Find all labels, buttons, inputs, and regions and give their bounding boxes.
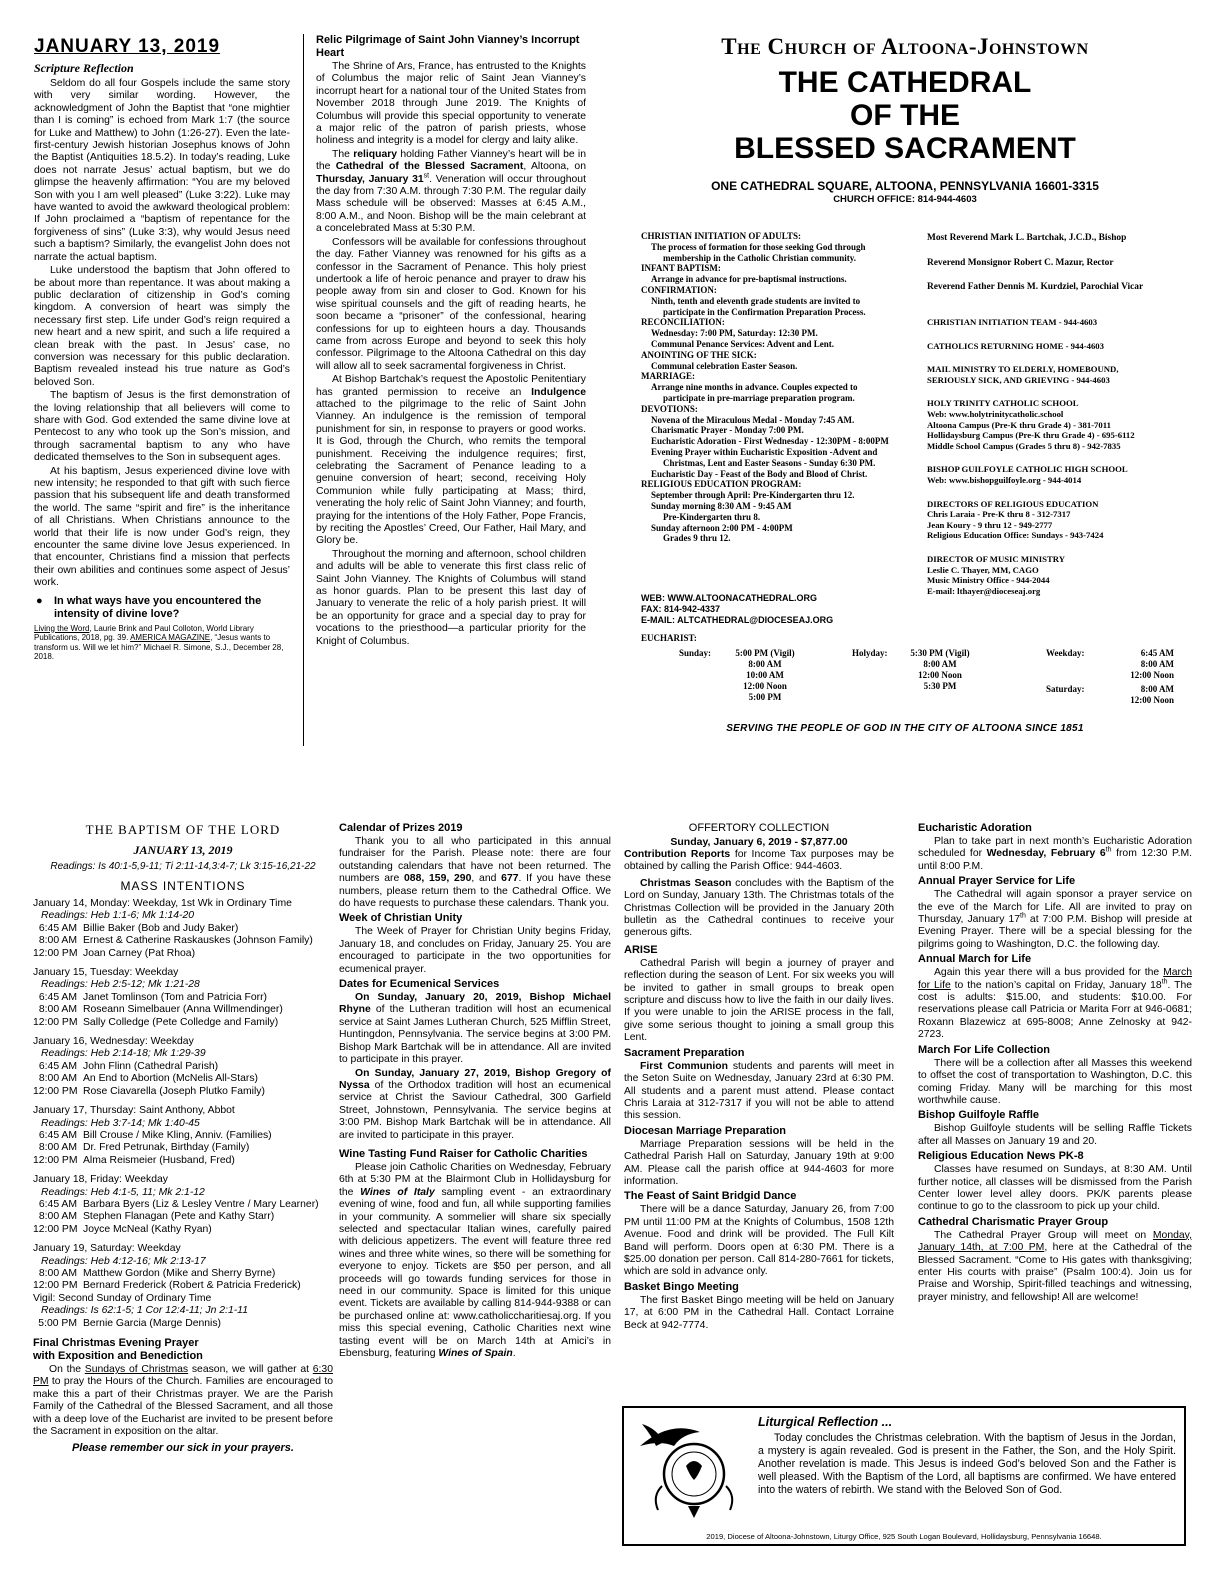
mass-intention: Stephen Flanagan (Pete and Kathy Starr) [83, 1211, 275, 1223]
liturgical-title: Liturgical Reflection ... [758, 1415, 893, 1429]
paragraph: There will be a collection after all Masses this weekend to offset the cost of transportation to Washington, D.C. this coming Friday. Many will be marching for this most worthwhile cause. [918, 1057, 1192, 1106]
paragraph: Christmas Season concludes with the Baptism of the Lord on Sunday, January 13th. The Christmas totals of the Christmas Collection will be provided in the January 20th bulletin as the Cathedral continues to receive your generous gifts. [624, 877, 894, 939]
directory-item: Evening Prayer within Eucharistic Exposition -Advent and [651, 446, 878, 457]
basket-bingo-title: Basket Bingo Meeting [624, 1280, 739, 1293]
mass-time: 8:00 AM [38, 1004, 77, 1016]
ministry-detail: Middle School Campus (Grades 5 thru 8) - 942-7835 [927, 440, 1121, 451]
paragraph: On Sunday, January 20, 2019, Bishop Michael Rhyne of the Lutheran tradition will host an ecumenical service at Saint James Lutheran Church, 525 Mifflin Street, Huntingdon, Pennsylvania. The service begins at 3:00 PM. Bishop Mark Bartchak will be in attendance. All are invited to participate in this prayer. [339, 992, 611, 1066]
holyday-label: Holyday: [852, 648, 888, 658]
directory-item: participate in the Confirmation Preparation Process. [663, 306, 866, 317]
paragraph: The Cathedral Prayer Group will meet on Monday, January 14th, at 7:00 PM, here at the Cathedral of the Blessed Sacrament. “Come to His gates with thanksgiving; enter His courts with praise” (Psalm 100:4). Join us for Praise and Worship, Spirit-filled teachings and witnessing, prayer ministry, and fellowship! All are welcome! [918, 1229, 1192, 1303]
ministry-title: DIRECTORS OF RELIGIOUS EDUCATION [927, 498, 1099, 509]
parish-news-column [339, 822, 611, 1544]
paragraph: Confessors will be available for confessions throughout the day. Father Vianney was renowned for his gifts as a confessor in the Sacrament of Penance. This holy priest undertook a life of heroic penance and prayer to draw his people away from sin and closer to God. Known for his wise spiritual counsels and the gift of reading hearts, he soon became a “prisoner” of the confessional, hearing confessions for up to eighteen hours a day. Thousands came from across Europe and beyond to seek this holy confessor. Pilgrimage to the Altoona Cathedral on this day will allow all to seek sacramental forgiveness in Christ. [316, 236, 586, 372]
mass-time: 8:00 AM [923, 659, 957, 669]
mass-intention-row [33, 1142, 333, 1154]
ministry-title: DIRECTOR OF MUSIC MINISTRY [927, 553, 1065, 564]
sacraments-directory [641, 231, 917, 581]
mass-intention: Janet Tomlinson (Tom and Patricia Forr) [83, 991, 268, 1003]
mass-intention: Ernest & Catherine Raskauskes (Johnson Family) [83, 935, 313, 947]
adoration-title: Eucharistic Adoration [918, 822, 1032, 834]
paragraph: Cathedral Parish will begin a journey of prayer and reflection during the season of Lent. For six weeks you will be invited to gather in small groups to break open scripture and discuss how to live the faith in our daily lives. If you were unable to join the ARISE process in the fall, give some serious thought to joining a small group this Lent. [624, 957, 894, 1044]
staff-rector: Reverend Monsignor Robert C. Mazur, Rector [927, 257, 1114, 268]
directory-item: Sunday morning 8:30 AM - 9:45 AM [651, 500, 792, 511]
mass-intention: Billie Baker (Bob and Judy Baker) [83, 922, 239, 934]
paragraph: First Communion students and parents will meet in the Seton Suite on Wednesday, January 23rd at 6:30 PM. All students and a parent must attend. Please contact Chris Laraia at 312-7317 if you will not be able to attend this session. [624, 1060, 894, 1122]
paragraph: On Sunday, January 27, 2019, Bishop Gregory of Nyssa of the Orthodox tradition will host an ecumenical service at Christ the Saviour Cathedral, 300 Garfield Street, Johnstown, Pennsylvania. The service begins at 3:00 PM. Bishop Mark Bartchak will be in attendance. All are invited to participate in this prayer. [339, 1067, 611, 1141]
raffle-title: Bishop Guilfoyle Raffle [918, 1109, 1040, 1122]
directory-item: Communal celebration Easter Season. [651, 360, 798, 371]
arise-title: ARISE [624, 943, 658, 956]
paragraph: Contribution Reports for Income Tax purposes may be obtained by calling the Parish Office: 944-4603. [624, 849, 894, 873]
mass-time: 6:45 AM [1140, 648, 1174, 658]
issue-date: JANUARY 13, 2019 [34, 36, 221, 57]
paragraph: There will be a dance Saturday, January 26, from 7:00 PM until 11:00 PM at the Knights of Columbus, 1508 12th Avenue. Food and drink will be provided. The Full Kilt Band will perform. Doors open at 6:30 PM. There is a $25.00 donation per person. Call 814-280-7661 for tickets, which are sold in advance only. [624, 1204, 894, 1278]
mass-intention-row [33, 1268, 333, 1280]
mass-intention-row [33, 1318, 333, 1330]
paragraph: Please join Catholic Charities on Wednesday, February 6th at 5:30 PM at the Blairmont Club in Hollidaysburg for the Wines of Italy sampling event - an extraordinary evening of wine, food and fun, all while supporting families in your community. A sommelier will share six specially selected and spectacular Italian wines, carefully paired with delicious appetizers. The event will feature three red wines and three white wines, so there will be something for everyone to enjoy. Tickets are $50 per person, and all proceeds will go towards funding services for those in need in our community. Space is limited for this unique event. Tickets are available by calling 814-944-9388 or can be purchased online at: www.catholiccharitiesaj.org. If you miss this special evening, Catholic Charities next wine tasting event will be on March 14th at Amici’s in Ebensburg, featuring Wines of Spain. [339, 1161, 611, 1360]
mass-time: 5:00 PM [38, 1317, 77, 1329]
mass-time: 6:45 AM [38, 1060, 77, 1072]
directory-heading: RELIGIOUS EDUCATION PROGRAM: [641, 479, 802, 490]
ministry-group [927, 317, 1197, 328]
sunday-label: Sunday: [679, 648, 712, 658]
ministries-list [927, 317, 1197, 637]
offertory-title: OFFERTORY COLLECTION [688, 822, 830, 834]
mass-intention: Bernie Garcia (Marge Dennis) [83, 1317, 222, 1329]
religious-ed-title: Religious Education News PK-8 [918, 1150, 1084, 1163]
directory-item: Pre-Kindergarten thru 8. [663, 511, 761, 522]
ministry-detail: SERIOUSLY SICK, AND GRIEVING - 944-4603 [927, 374, 1110, 385]
mass-intention-row [33, 1086, 333, 1098]
mass-intentions-title: MASS INTENTIONS [120, 879, 246, 893]
fax-number: FAX: 814-942-4337 [641, 604, 721, 614]
ministry-title: BISHOP GUILFOYLE CATHOLIC HIGH SCHOOL [927, 464, 1128, 475]
paragraph: The reliquary holding Father Vianney’s heart will be in the Cathedral of the Blessed Sacrament, Altoona, on Thursday, January 31st. Veneration will occur throughout the day from 7:30 A.M. through 7:30 P.M. The regular daily Mass schedule will be observed: Masses at 6:45 A.M., 8:00 A.M., and Noon. Bishop will be the main celebrant at a concelebrated Mass at 5:30 P.M. [316, 148, 586, 235]
mass-day-title: January 16, Wednesday: Weekday [33, 1036, 194, 1048]
ministry-detail: Web: www.bishopguilfoyle.org - 944-4014 [927, 474, 1082, 485]
ministry-group [927, 464, 1197, 485]
mass-day-readings: Readings: Heb 3:7-14; Mk 1:40-45 [41, 1117, 200, 1129]
mass-time: 12:00 PM [33, 1085, 78, 1097]
ministry-group [927, 341, 1197, 352]
mass-intention: Rose Ciavarella (Joseph Plutko Family) [83, 1085, 265, 1097]
mass-time: 6:45 AM [38, 922, 77, 934]
mass-time: 6:45 AM [38, 991, 77, 1003]
ministry-detail: Altoona Campus (Pre-K thru Grade 4) - 381-7011 [927, 419, 1111, 430]
final-prayer-title: Final Christmas Evening Prayer with Exposition and Benediction [33, 1337, 203, 1362]
mass-intention-row [33, 923, 333, 935]
serving-tagline: SERVING THE PEOPLE OF GOD IN THE CITY OF ALTOONA SINCE 1851 [726, 723, 1084, 734]
weekday-label: Weekday: [1046, 648, 1085, 658]
paragraph: The baptism of Jesus is the first demonstration of the loving relationship that all believers will come to share with God. God extended the same divine love at Pentecost to any who took up the Son’s mission, and through sacramental baptism to any who have dedicated themselves to the Son in subsequent ages. [34, 390, 290, 464]
march-collection-title: March For Life Collection [918, 1043, 1051, 1056]
mass-time: 12:00 PM [33, 1154, 78, 1166]
section-title: Scripture Reflection [34, 61, 134, 75]
mass-day-title: January 15, Tuesday: Weekday [33, 967, 179, 979]
mass-time: 12:00 PM [33, 1016, 78, 1028]
mass-intention: Alma Reismeier (Husband, Fred) [83, 1154, 235, 1166]
mass-intention: Joan Carney (Pat Rhoa) [83, 947, 196, 959]
ministry-title: CATHOLICS RETURNING HOME - 944-4603 [927, 340, 1104, 351]
paragraph: The first Basket Bingo meeting will be held on January 17, at 6:00 PM in the Cathedral Hall. Contact Lorraine Beck at 942-7774. [624, 1294, 894, 1331]
directory-heading: RECONCILIATION: [641, 317, 725, 328]
saturday-label: Saturday: [1046, 684, 1085, 694]
holyday-times [895, 648, 985, 692]
relic-column [316, 34, 586, 746]
ministry-detail: Leslie C. Thayer, MM, CAGO [927, 564, 1039, 575]
directory-heading: MARRIAGE: [641, 371, 695, 382]
cathedral-name-2: OF THE [850, 99, 960, 132]
cathedral-name-1: THE CATHEDRAL [778, 66, 1032, 99]
vigil-readings: Readings: Is 62:1-5; 1 Cor 12:4-11; Jn 2:1-11 [41, 1305, 248, 1317]
ministry-detail: Hollidaysburg Campus (Pre-K thru Grade 4) - 695-6112 [927, 430, 1135, 441]
mass-time: 12:00 Noon [918, 670, 962, 680]
directory-item: Arrange in advance for pre-baptismal instructions. [651, 274, 847, 285]
announcements-column [624, 822, 894, 1402]
wine-tasting-title: Wine Tasting Fund Raiser for Catholic Charities [339, 1147, 588, 1160]
eucharist-label: EUCHARIST: [641, 633, 697, 643]
paragraph: Marriage Preparation sessions will be held in the Cathedral Parish Hall on Saturday, January 19th at 9:00 AM. Please call the parish office at 944-4603 for more information. [624, 1138, 894, 1187]
address: ONE CATHEDRAL SQUARE, ALTOONA, PENNSYLVANIA 16601-3315 [711, 179, 1099, 193]
mass-intention: An End to Abortion (McNelis All-Stars) [83, 1073, 258, 1085]
mass-intention-row [33, 1130, 333, 1142]
ministry-title: HOLY TRINITY CATHOLIC SCHOOL [927, 398, 1079, 409]
mass-intention-row [33, 1224, 333, 1236]
mass-intention-row [33, 948, 333, 960]
directory-item: Ninth, tenth and eleventh grade students are invited to [651, 295, 861, 306]
directory-item: Grades 9 thru 12. [663, 533, 731, 544]
directory-heading: ANOINTING OF THE SICK: [641, 349, 757, 360]
mass-time: 12:00 PM [33, 1223, 78, 1235]
scripture-column [34, 36, 290, 742]
mass-day-title: January 17, Thursday: Saint Anthony, Abbot [33, 1105, 235, 1117]
paragraph: The Week of Prayer for Christian Unity begins Friday, January 18, and concludes on Friday, January 25. You are encouraged to participate in the two opportunities for ecumenical prayer. [339, 926, 611, 975]
ministry-detail: Jean Koury - 9 thru 12 - 949-2777 [927, 519, 1053, 530]
events-column [918, 822, 1192, 1402]
contact-info [641, 593, 917, 626]
paragraph: At Bishop Bartchak’s request the Apostolic Penitentiary has granted permission to receive an Indulgence attached to the pilgrimage to the relic of Saint John Vianney. An indulgence is the remission of temporal punishment for sin, in response to prayers or good works. It is God, through the Church, who remits the temporal punishment. Receiving the indulgence requires; first, celebrating the Sacrament of Penance leading to a genuine conversion of heart; second, receiving Holy Communion while fully participating at Mass; third, venerating the holy relic of Saint John Vianney; and fourth, praying for the intentions of the Holy Father, Pope Francis, by reciting the Apostles’ Creed, Our Father, Hail Mary, and Glory be. [316, 374, 586, 547]
mass-time: 8:00 AM [38, 1073, 77, 1085]
mass-intention-row [33, 1155, 333, 1167]
marriage-prep-title: Diocesan Marriage Preparation [624, 1124, 787, 1137]
directory-heading: CONFIRMATION: [641, 284, 717, 295]
prayer-for-life-title: Annual Prayer Service for Life [918, 875, 1076, 888]
mass-list [33, 898, 333, 1330]
mass-time: 12:00 PM [33, 947, 78, 959]
paragraph: Bishop Guilfoyle students will be selling Raffle Tickets after all Masses on January 19 and 20. [918, 1123, 1192, 1147]
mass-time: 8:00 AM [748, 659, 782, 669]
mass-intention-row [33, 1004, 333, 1016]
clergy-staff [927, 233, 1197, 294]
directory-item: Wednesday: 7:00 PM, Saturday: 12:30 PM. [651, 328, 818, 339]
mass-intention: Matthew Gordon (Mike and Sherry Byrne) [83, 1267, 276, 1279]
ministry-group [927, 554, 1197, 596]
mass-time: 6:45 AM [38, 1198, 77, 1210]
mass-day [33, 1105, 333, 1167]
directory-item: Novena of the Miraculous Medal - Monday 7:45 AM. [651, 414, 855, 425]
mass-day-readings: Readings: Heb 1:1-6; Mk 1:14-20 [41, 910, 195, 922]
weekday-times [1096, 648, 1174, 681]
mass-intention-row [33, 992, 333, 1004]
mass-time: 6:45 AM [38, 1129, 77, 1141]
relic-title: Relic Pilgrimage of Saint John Vianney’s Incorrupt Heart [316, 34, 580, 59]
mass-day [33, 1174, 333, 1236]
mass-day [33, 1036, 333, 1098]
mass-intention-row [33, 1199, 333, 1211]
paragraph: Seldom do all four Gospels include the same story with very similar wording. However, the acknowledgment of John the Baptist that “one mightier than I is coming” is echoed from Mark 1:7 (the source for Luke and Matthew) to John (1:26-27). Even the late-first-century Jewish historian Josephus knows of John the Baptist (Antiquities 18.5.2). In today’s reading, Luke does not narrate Jesus’ actual baptism, but we do glimpse the heavenly affirmation: “You are my beloved Son with you I am well pleased” (Luke 3:22). Luke may have wanted to avoid the awkward theological problem: If John proclaimed a “baptism of repentance for the forgiveness of sins” (Luke 3:3), why would Jesus need such a baptism? Similarly, the evangelist John does not narrate the actual baptism. [34, 78, 290, 263]
ministry-group [927, 499, 1197, 541]
directory-item: Charismatic Prayer - Monday 7:00 PM. [651, 425, 804, 436]
mass-intention-row [33, 1017, 333, 1029]
saturday-times [1096, 684, 1174, 706]
directory-heading: CHRISTIAN INITIATION OF ADULTS: [641, 231, 801, 241]
directory-item: Eucharistic Day - Feast of the Body and Blood of Christ. [651, 468, 868, 479]
final-prayer-text: On the Sundays of Christmas season, we will gather at 6:30 PM to pray the Hours of the Church. Families are encouraged to make this a part of their Christmas prayer. We are the Parish Family of the Cathedral of the Blessed Sacrament, and all those with a deep love of the Eucharist are invited to be present before the Sacrament in exposition on the altar. [33, 1364, 333, 1438]
church-office: CHURCH OFFICE: 814-944-4603 [833, 194, 977, 205]
mass-day-readings: Readings: Heb 4:12-16; Mk 2:13-17 [41, 1255, 206, 1267]
directory-heading: INFANT BAPTISM: [641, 263, 721, 274]
mass-day [33, 898, 333, 960]
cathedral-name-3: BLESSED SACRAMENT [734, 132, 1076, 165]
mass-day [33, 967, 333, 1029]
mass-day-title: January 18, Friday: Weekday [33, 1174, 168, 1186]
mass-intention-row [33, 1073, 333, 1085]
liturgical-reflection-box [622, 1406, 1186, 1546]
vigil-title: Vigil: Second Sunday of Ordinary Time [33, 1292, 212, 1304]
mass-time: 5:30 PM [923, 681, 957, 691]
charismatic-title: Cathedral Charismatic Prayer Group [918, 1215, 1109, 1228]
directory-item: participate in pre-marriage preparation program. [663, 392, 855, 403]
paragraph: Luke understood the baptism that John offered to be about more than repentance. It was about making a public declaration of citizenship in God’s coming kingdom. A conversion of heart was simply the necessary first step. Life under God’s reign required a new heart and a new spirit, and such a life required a clean break with the past. In Jesus’ case, no conversion was necessary for this public declaration. Baptism revealed instead his true nature as God’s beloved Son. [34, 265, 290, 388]
baptism-dove-icon [634, 1416, 744, 1520]
paragraph: At his baptism, Jesus experienced divine love with new intensity; he responded to that gift with such fierce passion that his subsequent life and death transformed the world. The same “spirit and fire” is the inheritance of all Christians. When Christians announce to the world that their life is now under God’s reign, they encounter the same divine love Jesus experienced. In that encounter, Christians find a mission that perfects their own abilities and continues some aspect of Jesus’ work. [34, 465, 290, 589]
ministry-detail: Chris Laraia - Pre-K thru 8 - 312-7317 [927, 509, 1071, 520]
feast-readings: Readings: Is 40:1-5,9-11; Ti 2:11-14,3:4-7; Lk 3:15-16,21-22 [50, 861, 316, 872]
mass-intention: Joyce McNeal (Kathy Ryan) [83, 1223, 212, 1235]
masthead [610, 34, 1200, 214]
bullet-icon: ● [36, 594, 43, 607]
ecumenical-title: Dates for Ecumenical Services [339, 978, 500, 991]
mass-intention-row [33, 1211, 333, 1223]
paragraph: The Cathedral will again sponsor a prayer service on the eve of the March for Life. All are invited to pray on Thursday, January 17th at 7:00 P.M. Bishop will preside at Evening Prayer. There will be a special blessing for the pilgrims going to Washington, D.C. the following day. [918, 889, 1192, 950]
paragraph: Throughout the morning and afternoon, school children and adults will be able to venerate this first class relic of Saint John Vianney. The Knights of Columbus will stand as honor guards. Plan to be present this last day of January to venerate the relic of a holy parish priest. It will be an opportunity for grace and a special day to pray for vocations to the priesthood—a particular priority for the Knight of Columbus. [316, 548, 586, 647]
mass-time: 12:00 Noon [743, 681, 787, 691]
ministry-title: CHRISTIAN INITIATION TEAM - 944-4603 [927, 317, 1098, 327]
sunday-times [725, 648, 805, 703]
mass-intention: John Flinn (Cathedral Parish) [83, 1060, 219, 1072]
source-citation: Living the Word, Laurie Brink and Paul Colloton, World Library Publications, 2018, pg. 39. AMERICA MAGAZINE, “Jesus wants to transform us. Will we let him?” Michael R. Simone, S.J., December 28, 2018. [34, 623, 284, 662]
mass-day-readings: Readings: Heb 2:14-18; Mk 1:29-39 [41, 1048, 206, 1060]
directory-item: Arrange nine months in advance. Couples expected to [651, 382, 858, 393]
ministry-title: MAIL MINISTRY TO ELDERLY, HOMEBOUND, [927, 364, 1119, 375]
bridgid-dance-title: The Feast of Saint Bridgid Dance [624, 1190, 797, 1203]
staff-bishop: Most Reverend Mark L. Bartchak, J.C.D., Bishop [927, 233, 1127, 243]
ministry-detail: Music Ministry Office - 944-2044 [927, 575, 1050, 586]
liturgical-text: Today concludes the Christmas celebration. With the baptism of Jesus in the Jordan, a mystery is again revealed. God is present in the Father, the Son, and the Holy Spirit. Another revelation is made. This Jesus is indeed God’s beloved Son and the Father is well pleased. With the Baptism of the Lord, all baptisms are confirmed. We have entered into the waters of rebirth. We stand with the Beloved Son of God. [758, 1432, 1176, 1496]
directory-item: Eucharistic Adoration - First Wednesday - 12:30PM - 8:00PM [651, 436, 889, 447]
paragraph: Classes have resumed on Sundays, at 8:30 AM. Until further notice, all classes will be dismissed from the Parish Center lower level alley doors. PK/K parents please continue to go to the classroom to pick up your child. [918, 1164, 1192, 1213]
directory-item: membership in the Catholic Christian community. [663, 252, 857, 263]
mass-day-readings: Readings: Heb 2:5-12; Mk 1:21-28 [41, 979, 200, 991]
paragraph: The Shrine of Ars, France, has entrusted to the Knights of Columbus the major relic of Saint Jean Vianney’s incorrupt heart for a national tour of the United States from November 2018 through June 2019. The Knights of Columbus will provide this special opportunity to venerate a major relic of the patron of parish priests, whose holiness and integrity is a model for clergy and laity alike. [316, 61, 586, 147]
reflection-question: ● In what ways have you encountered the intensity of divine love? [36, 594, 262, 620]
ministry-group [927, 364, 1197, 385]
paragraph: Thank you to all who participated in this annual fundraiser for the Parish. Please note: there are four outstanding calendars that have not been returned. The numbers are 088, 159, 290, and 677. If you have these numbers, please return them to the Cathedral Office. We do have requests to purchase these calendars. Thank you. [339, 836, 611, 910]
mass-time: 5:30 PM (Vigil) [910, 648, 970, 658]
scripture-text [34, 78, 290, 590]
mass-intention-row [33, 1280, 333, 1292]
paragraph: Plan to take part in next month’s Eucharistic Adoration scheduled for Wednesday, February 6th from 12:30 P.M. until 8:00 P.M. [918, 836, 1192, 872]
ministry-detail: E-mail: lthayer@dioceseaj.org [927, 585, 1041, 596]
sick-prayer-note: Please remember our sick in your prayers. [72, 1442, 294, 1455]
website-link[interactable]: WEB: WWW.ALTOONACATHEDRAL.ORG [641, 593, 817, 603]
march-for-life-title: Annual March for Life [918, 953, 1032, 966]
mass-day [33, 1243, 333, 1330]
directory-item: The process of formation for those seeking God through [651, 241, 866, 252]
mass-intention-row [33, 935, 333, 947]
offertory-amount: Sunday, January 6, 2019 - $7,877.00 [670, 836, 848, 848]
mass-intention: Barbara Byers (Liz & Lesley Ventre / Mary Learner) [83, 1198, 319, 1210]
feast-date: JANUARY 13, 2019 [133, 843, 233, 857]
directory-item: Communal Penance Services: Advent and Lent. [651, 338, 834, 349]
dove-emblem [634, 1416, 744, 1520]
mass-day-title: January 14, Monday: Weekday, 1st Wk in Ordinary Time [33, 898, 292, 909]
staff-vicar: Reverend Father Dennis M. Kurdziel, Parochial Vicar [927, 282, 1144, 292]
calendar-prizes-title: Calendar of Prizes 2019 [339, 822, 463, 834]
christian-unity-title: Week of Christian Unity [339, 912, 463, 925]
eucharist-schedule [641, 633, 1201, 713]
church-name: The Church of Altoona-Johnstown [721, 34, 1089, 59]
paragraph: Again this year there will a bus provided for the March for Life to the nation’s capital on Friday, January 18th. The cost is adults: $15.00, and students: $10.00. For reservations please call Patricia or Marita Forr at 946-0681; Roxann Blazewicz at 695-8008; Anne Zelnosky at 942-2723. [918, 967, 1192, 1041]
mass-time: 10:00 AM [746, 670, 784, 680]
mass-time: 12:00 Noon [1130, 695, 1174, 705]
mass-time: 8:00 AM [38, 1267, 77, 1279]
feast-title: THE BAPTISM OF THE LORD [85, 822, 281, 837]
column-divider [303, 34, 304, 746]
mass-time: 8:00 AM [38, 935, 77, 947]
mass-intention: Bernard Frederick (Robert & Patricia Frederick) [83, 1280, 301, 1292]
email-link[interactable]: E-MAIL: ALTCATHEDRAL@DIOCESEAJ.ORG [641, 615, 834, 625]
directory-item: Sunday afternoon 2:00 PM - 4:00PM [651, 522, 793, 533]
mass-intentions-column [33, 822, 333, 1542]
mass-day-readings: Readings: Heb 4:1-5, 11; Mk 2:1-12 [41, 1186, 205, 1198]
mass-intention-row [33, 1061, 333, 1073]
mass-intention: Bill Crouse / Mike Kling, Anniv. (Families) [83, 1129, 272, 1141]
directory-heading: DEVOTIONS: [641, 403, 698, 414]
ministry-group [927, 398, 1197, 451]
directory-item: September through April: Pre-Kindergarten thru 12. [651, 490, 855, 501]
directory-item: Christmas, Lent and Easter Seasons - Sunday 6:30 PM. [663, 457, 876, 468]
ministry-detail: Web: www.holytrinitycatholic.school [927, 408, 1064, 419]
mass-time: 5:00 PM (Vigil) [735, 648, 795, 658]
mass-time: 12:00 Noon [1130, 670, 1174, 680]
mass-intention: Roseann Simelbauer (Anna Willmendinger) [83, 1004, 283, 1016]
sacrament-prep-title: Sacrament Preparation [624, 1046, 745, 1059]
ministry-detail: Religious Education Office: Sundays - 943-7424 [927, 530, 1104, 541]
mass-day-title: January 19, Saturday: Weekday [33, 1243, 181, 1255]
mass-time: 12:00 PM [33, 1280, 78, 1292]
mass-time: 8:00 AM [1140, 659, 1174, 669]
mass-time: 8:00 AM [1140, 684, 1174, 694]
mass-time: 5:00 PM [748, 692, 782, 702]
mass-time: 8:00 AM [38, 1142, 77, 1154]
liturgical-credit: 2019, Diocese of Altoona-Johnstown, Liturgy Office, 925 South Logan Boulevard, Hollidaysburg, Pennsylvania 16648. [706, 1532, 1102, 1541]
mass-intention: Dr. Fred Petrunak, Birthday (Family) [83, 1142, 250, 1154]
mass-time: 8:00 AM [38, 1211, 77, 1223]
mass-intention: Sally Colledge (Pete Colledge and Family) [83, 1016, 279, 1028]
